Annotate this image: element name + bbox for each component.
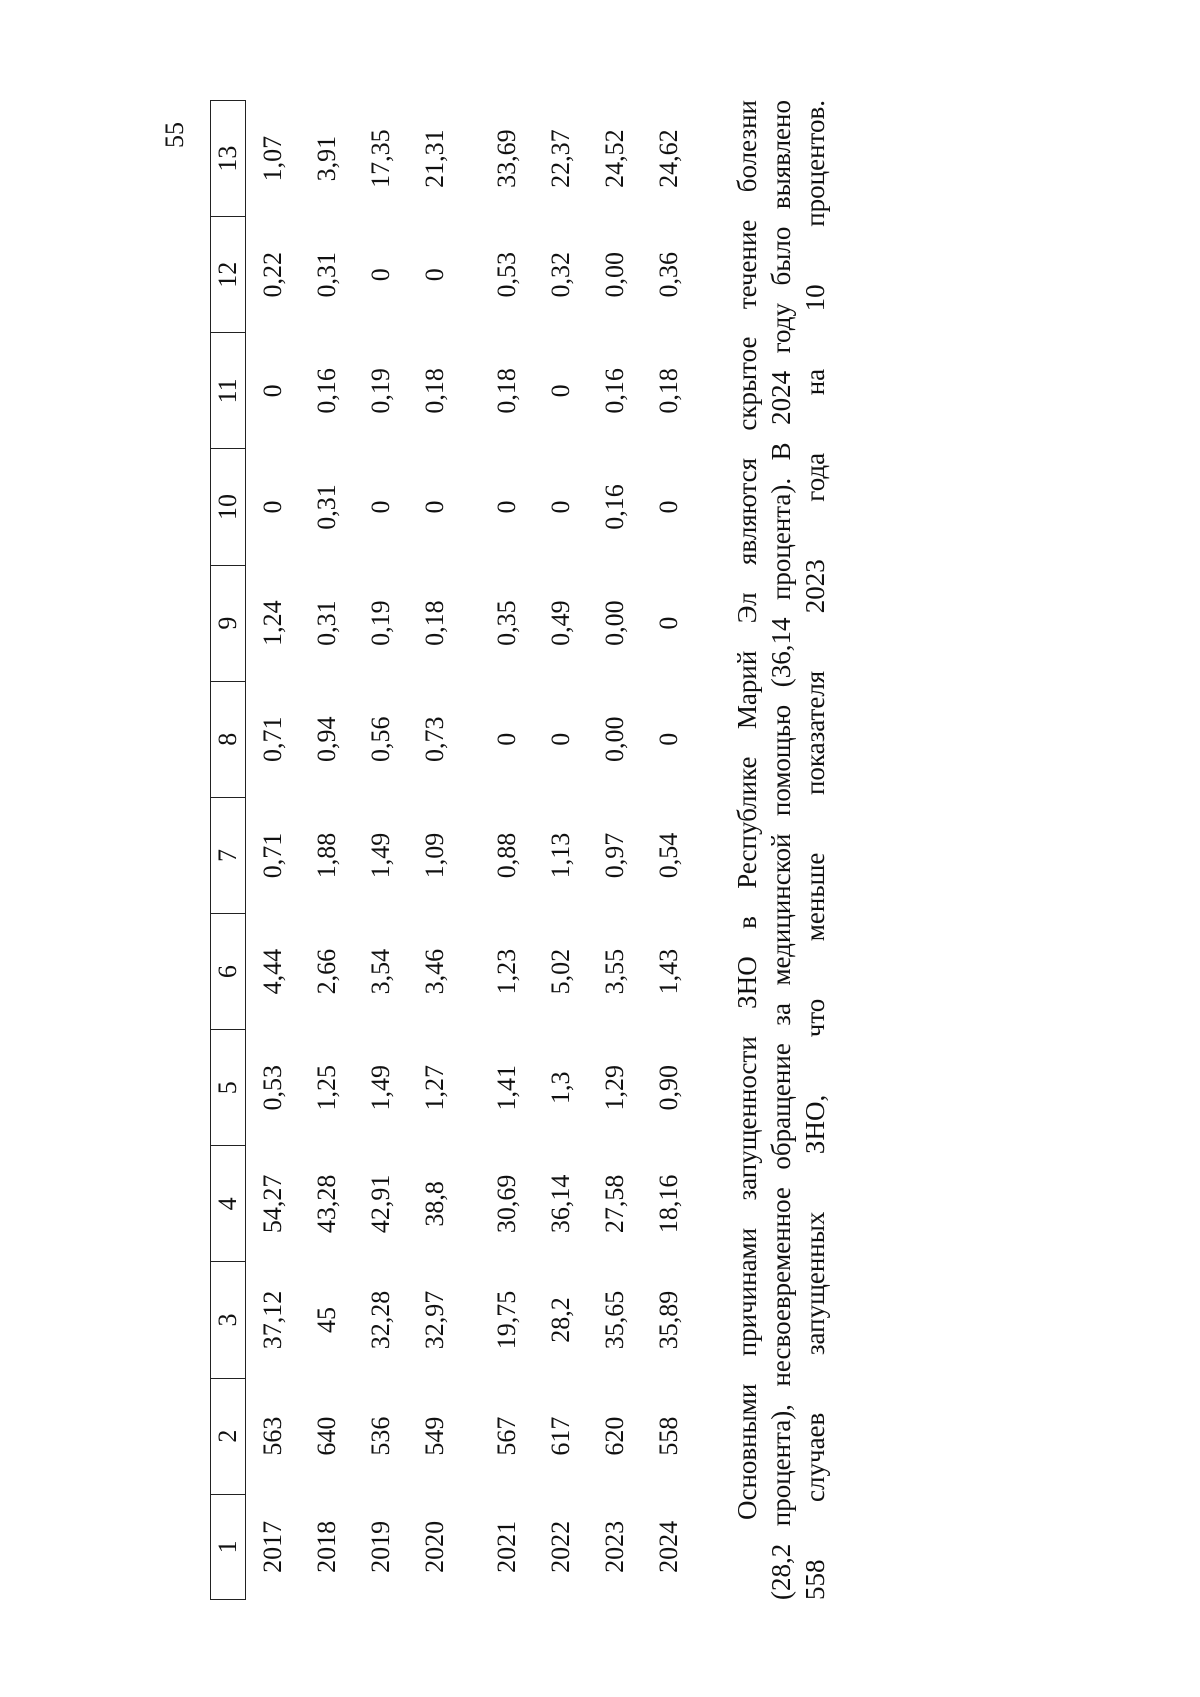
table-cell: 38,8 — [420, 1181, 449, 1227]
table-cell: 0 — [654, 500, 683, 514]
table-row — [354, 101, 408, 1600]
paragraph — [730, 100, 832, 1600]
table-cell: 0,16 — [312, 368, 341, 414]
table-cell: 3,54 — [366, 948, 395, 995]
table-cell: 0,22 — [258, 251, 287, 298]
table-cell: 0,16 — [600, 368, 629, 414]
row-spacer — [462, 101, 480, 1600]
column-header: 10 — [211, 449, 246, 565]
row-spacer-cell — [462, 101, 480, 1600]
table-cell: 35,89 — [654, 1290, 683, 1350]
table-cell: 1,27 — [420, 1064, 449, 1111]
table-cell: 0 — [420, 268, 449, 282]
table-cell: 32,28 — [366, 1290, 395, 1350]
table-cell: 1,09 — [420, 832, 449, 879]
table-cell: 33,69 — [492, 129, 521, 188]
table-cell: 0,00 — [600, 600, 629, 646]
rotated-content — [175, 100, 875, 1600]
column-header: 8 — [211, 681, 246, 797]
table-cell: 2024 — [654, 1520, 683, 1573]
table-cell: 32,97 — [420, 1290, 449, 1350]
table-cell: 0 — [546, 384, 575, 398]
table-cell: 0,18 — [654, 368, 683, 414]
table-cell: 0,54 — [654, 832, 683, 879]
table-cell: 42,91 — [366, 1174, 395, 1234]
table-cell: 43,28 — [312, 1174, 341, 1234]
table-cell: 640 — [312, 1416, 341, 1456]
column-header: 9 — [211, 565, 246, 681]
table-cell: 0,32 — [546, 251, 575, 298]
table-cell: 5,02 — [546, 948, 575, 995]
table-cell: 24,52 — [600, 129, 629, 188]
table-cell: 0,36 — [654, 251, 683, 298]
table-cell: 0,94 — [312, 716, 341, 763]
table-cell: 0 — [258, 500, 287, 514]
column-header: 11 — [211, 333, 246, 449]
table-cell: 0,53 — [492, 251, 521, 298]
table-cell: 28,2 — [546, 1297, 575, 1343]
table-cell: 0,19 — [366, 600, 395, 646]
table-cell: 2022 — [546, 1520, 575, 1573]
table-cell: 1,13 — [546, 832, 575, 879]
data-table — [210, 100, 696, 1600]
paragraph-line: (28,2 процента), несвоевременное обращение за медицинской помощью (36,14 процента). В 2024 году было выявлено — [766, 100, 796, 1600]
table-row — [534, 101, 588, 1600]
table-cell: 0,31 — [312, 251, 341, 298]
table-cell: 37,12 — [258, 1290, 287, 1350]
table-cell: 0,19 — [366, 368, 395, 414]
table-cell: 2023 — [600, 1520, 629, 1573]
table-cell: 0,53 — [258, 1064, 287, 1111]
table-header-row — [211, 101, 246, 1600]
table-cell: 0 — [492, 500, 521, 514]
table-cell: 2017 — [258, 1520, 287, 1573]
table-cell: 0,31 — [312, 600, 341, 646]
table-cell: 1,23 — [492, 948, 521, 995]
paragraph-line: 558 случаев запущенных ЗНО, что меньше показателя 2023 года на 10 процентов. — [800, 100, 830, 1600]
table-cell: 0,90 — [654, 1064, 683, 1111]
table-cell: 558 — [654, 1416, 683, 1456]
table-cell: 19,75 — [492, 1290, 521, 1350]
table-cell: 0,16 — [600, 484, 629, 530]
page-number: 55 — [160, 122, 189, 148]
table-cell: 0 — [492, 732, 521, 746]
table-cell: 0 — [546, 732, 575, 746]
table-cell: 1,24 — [258, 600, 287, 646]
table-cell: 30,69 — [492, 1174, 521, 1234]
table-cell: 567 — [492, 1416, 521, 1456]
column-header: 5 — [211, 1030, 246, 1146]
table-row — [408, 101, 462, 1600]
table-row — [246, 101, 301, 1600]
table-cell: 0 — [654, 732, 683, 746]
table-cell: 0,18 — [420, 368, 449, 414]
table-cell: 0,73 — [420, 716, 449, 763]
table-cell: 0,97 — [600, 832, 629, 879]
table-cell: 549 — [420, 1416, 449, 1456]
table-cell: 0,18 — [420, 600, 449, 646]
table-cell: 0 — [654, 616, 683, 630]
table-cell: 0,18 — [492, 368, 521, 414]
table-cell: 0 — [420, 500, 449, 514]
table-cell: 1,49 — [366, 1064, 395, 1111]
column-header: 1 — [211, 1494, 246, 1599]
table-cell: 2020 — [420, 1520, 449, 1573]
table-cell: 0 — [366, 500, 395, 514]
table-cell: 0 — [366, 268, 395, 282]
table-cell: 36,14 — [546, 1174, 575, 1234]
table-cell: 4,44 — [258, 948, 287, 995]
table-cell: 2019 — [366, 1520, 395, 1573]
table-cell: 24,62 — [654, 129, 683, 188]
column-header: 12 — [211, 217, 246, 333]
table-cell: 2021 — [492, 1520, 521, 1573]
table-cell: 3,91 — [312, 135, 341, 182]
table-cell: 35,65 — [600, 1290, 629, 1350]
table-cell: 620 — [600, 1416, 629, 1456]
paragraph-line: Основными причинами запущенности ЗНО в Республике Марий Эл являются скрытое течение болезни — [732, 100, 762, 1520]
table-row — [300, 101, 354, 1600]
table-cell: 21,31 — [420, 129, 449, 188]
table-cell: 0,00 — [600, 251, 629, 298]
table-cell: 1,3 — [546, 1071, 575, 1104]
table-cell: 1,29 — [600, 1064, 629, 1111]
table-cell: 54,27 — [258, 1174, 287, 1234]
table-cell: 1,25 — [312, 1064, 341, 1111]
table-cell: 3,46 — [420, 948, 449, 995]
table-cell: 536 — [366, 1416, 395, 1456]
table-cell: 0,35 — [492, 600, 521, 646]
column-header: 4 — [211, 1146, 246, 1262]
column-header: 6 — [211, 914, 246, 1030]
table-row — [588, 101, 642, 1600]
table-cell: 0,56 — [366, 716, 395, 763]
table-cell: 27,58 — [600, 1174, 629, 1234]
table-cell: 1,88 — [312, 832, 341, 879]
column-header: 13 — [211, 101, 246, 217]
table-row — [642, 101, 696, 1600]
table-cell: 3,55 — [600, 948, 629, 995]
table-cell: 2,66 — [312, 948, 341, 995]
table-cell: 0,00 — [600, 716, 629, 763]
table-cell: 1,43 — [654, 948, 683, 995]
column-header: 2 — [211, 1378, 246, 1494]
table-cell: 0,71 — [258, 716, 287, 763]
table-cell: 0,88 — [492, 832, 521, 879]
table-cell: 0 — [258, 384, 287, 398]
table-cell: 563 — [258, 1416, 287, 1456]
table-cell: 0,31 — [312, 484, 341, 530]
table-cell: 2018 — [312, 1520, 341, 1573]
column-header: 3 — [211, 1262, 246, 1378]
table-cell: 0,49 — [546, 600, 575, 646]
column-header: 7 — [211, 797, 246, 913]
table-cell: 18,16 — [654, 1174, 683, 1234]
table-cell: 17,35 — [366, 129, 395, 188]
table-cell: 22,37 — [546, 129, 575, 188]
table-cell: 45 — [312, 1307, 341, 1333]
table-cell: 1,49 — [366, 832, 395, 879]
table-cell: 617 — [546, 1416, 575, 1456]
table-row — [480, 101, 534, 1600]
table-body — [246, 101, 697, 1600]
table-cell: 1,07 — [258, 135, 287, 182]
table-cell: 1,41 — [492, 1064, 521, 1111]
table-cell: 0,71 — [258, 832, 287, 879]
table-cell: 0 — [546, 500, 575, 514]
